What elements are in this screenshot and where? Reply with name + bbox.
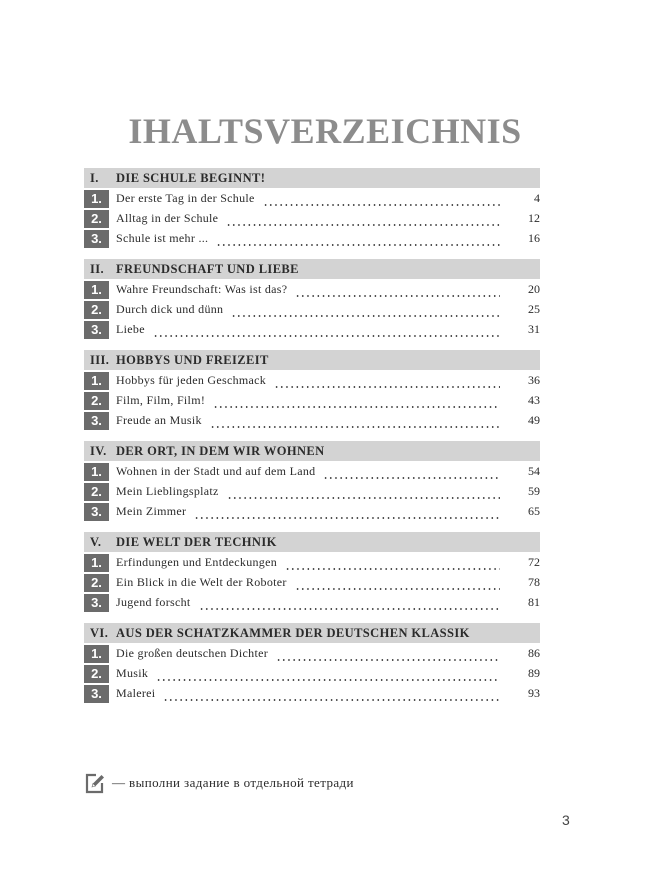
chapter-header xyxy=(84,168,540,188)
legend-text: — выполни задание в отдельной тетради xyxy=(112,775,354,790)
page-number: 59 xyxy=(528,484,540,498)
toc-entry[interactable] xyxy=(84,573,540,592)
chapter-header xyxy=(84,350,540,370)
entry-title: Durch dick und dünn xyxy=(116,302,224,316)
lesson-number-badge: 2. xyxy=(84,392,109,410)
lesson-number-badge: 3. xyxy=(84,321,109,339)
entry-title: Malerei xyxy=(116,686,156,700)
dot-leader xyxy=(323,468,500,480)
dot-leader xyxy=(153,326,500,338)
chapter-number: III. xyxy=(90,352,110,367)
page-number: 20 xyxy=(528,282,540,296)
toc-entry[interactable] xyxy=(84,684,540,703)
notebook-pencil-icon xyxy=(84,772,106,794)
page-footer-number: 3 xyxy=(562,812,570,828)
page-number: 93 xyxy=(528,686,540,700)
lesson-number-badge: 3. xyxy=(84,503,109,521)
toc-entry[interactable] xyxy=(84,229,540,248)
dot-leader xyxy=(199,599,500,611)
page-number: 72 xyxy=(528,555,540,569)
entry-title: Hobbys für jeden Geschmack xyxy=(116,373,267,387)
entry-title: Wahre Freundschaft: Was ist das? xyxy=(116,282,288,296)
chapter-title: DIE WELT DER TECHNIK xyxy=(116,534,277,549)
chapter-number: II. xyxy=(90,261,105,276)
lesson-number-badge: 3. xyxy=(84,412,109,430)
chapter-1 xyxy=(84,168,540,248)
chapter-title: DER ORT, IN DEM WIR WOHNEN xyxy=(116,443,325,458)
page-title: IHALTSVERZEICHNIS xyxy=(128,111,522,151)
lesson-number-badge: 2. xyxy=(84,665,109,683)
page-number: 36 xyxy=(528,373,540,387)
page-number: 16 xyxy=(528,231,540,245)
entry-title: Freude an Musik xyxy=(116,413,202,427)
entry-title: Alltag in der Schule xyxy=(116,211,219,225)
chapter-title: HOBBYS UND FREIZEIT xyxy=(116,352,269,367)
lesson-number-badge: 1. xyxy=(84,372,109,390)
chapter-number: I. xyxy=(90,170,99,185)
page-number: 65 xyxy=(528,504,540,518)
dot-leader xyxy=(295,286,500,298)
chapter-4 xyxy=(84,441,540,521)
page-number: 31 xyxy=(528,322,540,336)
chapter-header xyxy=(84,532,540,552)
dot-leader xyxy=(263,195,500,207)
toc-entry[interactable] xyxy=(84,664,540,683)
legend xyxy=(84,772,354,794)
entry-title: Liebe xyxy=(116,322,145,336)
chapter-number: V. xyxy=(90,534,102,549)
toc-entry[interactable] xyxy=(84,300,540,319)
table-of-contents xyxy=(84,168,540,714)
entry-title: Der erste Tag in der Schule xyxy=(116,191,255,205)
dot-leader xyxy=(156,670,500,682)
chapter-2 xyxy=(84,259,540,339)
lesson-number-badge: 1. xyxy=(84,281,109,299)
page-number: 86 xyxy=(528,646,540,660)
entry-title: Wohnen in der Stadt und auf dem Land xyxy=(116,464,316,478)
page-number: 81 xyxy=(528,595,540,609)
entry-title: Mein Zimmer xyxy=(116,504,187,518)
toc-entry[interactable] xyxy=(84,320,540,339)
toc-entry[interactable] xyxy=(84,462,540,481)
dot-leader xyxy=(226,215,500,227)
toc-entry[interactable] xyxy=(84,482,540,501)
entry-title: Film, Film, Film! xyxy=(116,393,206,407)
dot-leader xyxy=(274,377,500,389)
toc-entry[interactable] xyxy=(84,553,540,572)
toc-entry[interactable] xyxy=(84,411,540,430)
lesson-number-badge: 3. xyxy=(84,685,109,703)
chapter-6 xyxy=(84,623,540,703)
page-number: 54 xyxy=(528,464,540,478)
chapter-header xyxy=(84,623,540,643)
chapter-5 xyxy=(84,532,540,612)
lesson-number-badge: 1. xyxy=(84,554,109,572)
chapter-title: FREUNDSCHAFT UND LIEBE xyxy=(116,261,299,276)
toc-entry[interactable] xyxy=(84,371,540,390)
lesson-number-badge: 1. xyxy=(84,190,109,208)
chapter-number: VI. xyxy=(90,625,109,640)
entry-title: Jugend forscht xyxy=(116,595,191,609)
page-number: 89 xyxy=(528,666,540,680)
entry-title: Die großen deutschen Dichter xyxy=(116,646,269,660)
chapter-number: IV. xyxy=(90,443,107,458)
lesson-number-badge: 3. xyxy=(84,594,109,612)
lesson-number-badge: 3. xyxy=(84,230,109,248)
toc-entry[interactable] xyxy=(84,189,540,208)
page-number: 49 xyxy=(528,413,540,427)
dot-leader xyxy=(194,508,500,520)
entry-title: Ein Blick in die Welt der Roboter xyxy=(116,575,287,589)
entry-title: Mein Lieblingsplatz xyxy=(116,484,219,498)
page-number: 43 xyxy=(528,393,540,407)
dot-leader xyxy=(216,235,500,247)
toc-entry[interactable] xyxy=(84,391,540,410)
page-number: 12 xyxy=(528,211,540,225)
toc-entry[interactable] xyxy=(84,280,540,299)
dot-leader xyxy=(163,690,500,702)
chapter-header xyxy=(84,259,540,279)
dot-leader xyxy=(231,306,500,318)
entry-title: Musik xyxy=(116,666,149,680)
lesson-number-badge: 1. xyxy=(84,463,109,481)
lesson-number-badge: 2. xyxy=(84,210,109,228)
lesson-number-badge: 1. xyxy=(84,645,109,663)
lesson-number-badge: 2. xyxy=(84,301,109,319)
toc-entry[interactable] xyxy=(84,502,540,521)
entry-title: Erfindungen und Entdeckungen xyxy=(116,555,278,569)
lesson-number-badge: 2. xyxy=(84,574,109,592)
page-number: 25 xyxy=(528,302,540,316)
chapter-3 xyxy=(84,350,540,430)
entry-title: Schule ist mehr ... xyxy=(116,231,209,245)
dot-leader xyxy=(285,559,500,571)
toc-entry[interactable] xyxy=(84,209,540,228)
lesson-number-badge: 2. xyxy=(84,483,109,501)
chapter-header xyxy=(84,441,540,461)
toc-entry[interactable] xyxy=(84,644,540,663)
chapter-title: AUS DER SCHATZKAMMER DER DEUTSCHEN KLASSIK xyxy=(116,625,470,640)
dot-leader xyxy=(213,397,500,409)
page-number: 4 xyxy=(534,191,540,205)
dot-leader xyxy=(227,488,500,500)
toc-entry[interactable] xyxy=(84,593,540,612)
chapter-title: DIE SCHULE BEGINNT! xyxy=(116,170,266,185)
dot-leader xyxy=(210,417,500,429)
dot-leader xyxy=(276,650,500,662)
page-number: 78 xyxy=(528,575,540,589)
dot-leader xyxy=(295,579,500,591)
